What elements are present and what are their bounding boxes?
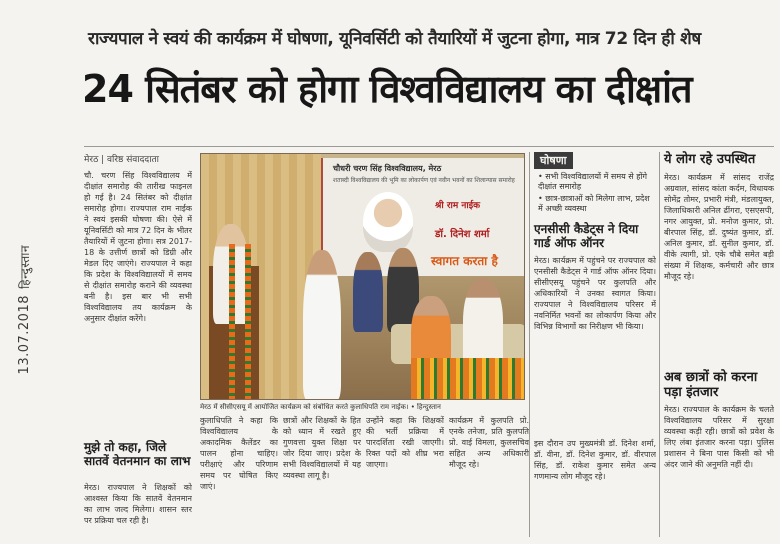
announcement-title: घोषणा xyxy=(534,152,573,169)
top-divider xyxy=(84,146,774,147)
event-photo xyxy=(200,153,525,400)
sub-headline: अब छात्रों को करना पड़ा इंतजार xyxy=(664,370,758,400)
sub-headline: मुझे तो कहा, जिले सातवें वेतनमान का लाभ xyxy=(84,440,191,468)
column-divider xyxy=(659,152,660,537)
column-divider xyxy=(529,152,530,537)
article-column: मेरठ। कार्यक्रम में पहुंचने पर राज्यपाल को एनसीसी कैडेट्स ने गार्ड ऑफ ऑनर दिया। सीसीएसयू पहुंचने पर कुलपति और अधिकारियों ने उनका स्वागत किया। राज्यपाल ने विश्वविद्यालय परिसर में नवनिर्मित भवनों का लोकार्पण किया और विभिन्न विभागों का निरीक्षण भी किया। xyxy=(534,256,656,331)
banner-university-name: चौधरी चरण सिंह विश्वविद्यालय, मेरठ xyxy=(333,164,442,173)
article-column: कार्यक्रम में कुलपति प्रो. एनके तनेजा, प्रति कुलपति प्रो. वाई विमला, कुलसचिव सहित अन्य अधिकारी मौजूद रहे। xyxy=(449,416,529,469)
flower-garland xyxy=(229,244,235,400)
article-column: मेरठ। राज्यपाल ने शिक्षकों को आश्वस्त किया कि सातवें वेतनमान का लाभ जल्द मिलेगा। शासन स्तर पर प्रक्रिया चल रही है। xyxy=(84,483,192,525)
article-column: छात्रों और शिक्षकों के हित को ध्यान में रखते हुए गुणवत्ता युक्त शिक्षा पर जोर दिया जाए। प्रदेश के सभी विश्वविद्यालयों में यह व्यवस्था लागू है। xyxy=(283,416,361,480)
sub-headline: ये लोग रहे उपस्थित xyxy=(664,152,756,167)
side-stamp xyxy=(14,245,34,375)
article-column: उन्होंने कहा कि शिक्षकों की भर्ती प्रक्रिया में पारदर्शिता रखी जाएगी। रिक्त पदों को शीघ्र भरा जाएगा। xyxy=(366,416,444,469)
article-column: कुलाधिपति ने कहा कि विश्वविद्यालय के अकादमिक कैलेंडर का पालन होना चाहिए। परीक्षाएं और परिणाम समय पर घोषित किए जाएं। xyxy=(200,416,278,491)
announcement-item: • सभी विश्वविद्यालयों में समय से होंगे दीक्षांत समारोह xyxy=(538,172,648,191)
article-column: चौ. चरण सिंह विश्वविद्यालय में दीक्षांत समारोह की तारीख फाइनल हो गई है। 24 सितंबर को दीक्षांत समारोह होगा। राज्यपाल राम नाईक ने स्वयं इसकी घोषणा की। ऐसे में यूनिवर्सिटी को मात्र 72 दिन के भीतर तैयारियों में जुटना होगा। सत्र 2017-18 के उत्तीर्ण छात्रों को डिग्री और मेडल दिए जाएंगे। राज्यपाल ने कहा कि प्रदेश के विश्वविद्यालयों में समय से दीक्षांत समारोह कराने की व्यवस्था बनी है। इस बार भी सभी विश्वविद्यालय तय कार्यक्रम के अनुसार दीक्षांत करेंगे। xyxy=(84,171,192,323)
stage-flowers xyxy=(411,358,525,400)
photo-caption: मेरठ में सीसीएसयू में आयोजित कार्यक्रम को संबोधित करते कुलाधिपति राम नाईक। • हिन्दुस्तान xyxy=(200,403,441,411)
banner-chief-guest: श्री राम नाईक xyxy=(435,201,481,211)
main-headline: 24 सितंबर को होगा विश्वविद्यालय का दीक्षांत xyxy=(82,67,692,111)
article-column: मेरठ। कार्यक्रम में सांसद राजेंद्र अग्रवाल, सांसद कांता कर्दम, विधायक सोमेंद्र तोमर, प्रभारी मंत्री, मंडलायुक्त, जिलाधिकारी अनिल ढींगरा, एसएसपी, नगर आयुक्त, प्रो. मनोज कुमार, प्रो. बीरपाल सिंह, डॉ. दुष्यंत कुमार, डॉ. अनिल कुमार, डॉ. सुनील कुमार, डॉ. वीके त्यागी, प्रो. एके चौबे समेत बड़ी संख्या में शिक्षक, कर्मचारी और छात्र मौजूद रहे। xyxy=(664,173,774,281)
article-column: इस दौरान उप मुख्यमंत्री डॉ. दिनेश शर्मा, डॉ. वीना, डॉ. दिनेश कुमार, डॉ. वीरपाल सिंह, डॉ. राकेश कुमार समेत अन्य गणमान्य लोग मौजूद रहे। xyxy=(534,439,656,481)
guard-figure xyxy=(303,250,341,400)
sub-headline: एनसीसी कैडेट्स ने दिया गार्ड ऑफ ऑनर xyxy=(534,222,639,250)
kicker-headline: राज्यपाल ने स्वयं की कार्यक्रम में घोषणा, यूनिवर्सिटी को तैयारियों में जुटना होगा, मात्र 72 दिन ही शेष xyxy=(88,29,701,49)
announcement-item: • छात्र-छात्राओं को मिलेगा लाभ, प्रदेश में अच्छी व्यवस्था xyxy=(538,194,650,213)
banner-welcome: स्वागत करता है xyxy=(431,254,498,268)
banner-event-text: शताब्दी विश्वविद्यालय की भूमि का लोकार्पण एवं नवीन भवनों का शिलान्यास समारोह xyxy=(333,177,515,184)
flower-garland xyxy=(245,244,251,400)
banner-guest: डॉ. दिनेश शर्मा xyxy=(435,229,490,240)
article-column: मेरठ। राज्यपाल के कार्यक्रम के चलते विश्वविद्यालय परिसर में सुरक्षा व्यवस्था कड़ी रही। छात्रों को प्रवेश के लिए लंबा इंतजार करना पड़ा। पुलिस प्रशासन ने बिना पास किसी को भी अंदर जाने की अनुमति नहीं दी। xyxy=(664,405,774,469)
byline: मेरठ | वरिष्ठ संवाददाता xyxy=(84,155,159,165)
guest-figure xyxy=(353,252,383,332)
newspaper-brand: हिन्दुस्तान xyxy=(17,245,32,290)
publication-date: 13.07.2018 xyxy=(16,295,32,375)
stage-banner xyxy=(321,158,525,276)
banner-portrait xyxy=(363,192,413,252)
announcement-box xyxy=(534,152,658,216)
